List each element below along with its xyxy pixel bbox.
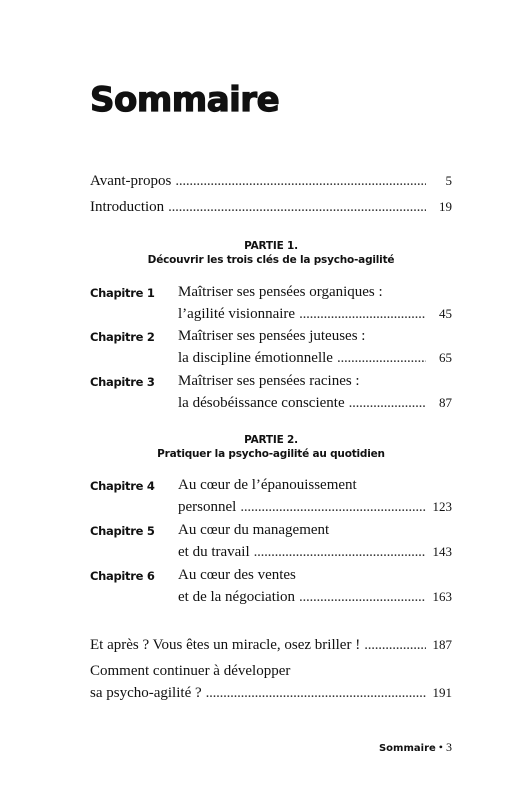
- page-footer: [379, 740, 452, 755]
- toc-entry-introduction[interactable]: [90, 196, 452, 218]
- chapter-page: 163: [432, 589, 452, 604]
- chapter-label: Chapitre 2: [90, 330, 155, 344]
- dot-leader: [206, 682, 426, 704]
- part-subtitle: Pratiquer la psycho-agilité au quotidien: [157, 448, 385, 460]
- page-number: 3: [446, 740, 452, 754]
- dot-leader: [299, 586, 426, 608]
- chapter-title-line2: la désobéissance consciente: [178, 395, 345, 411]
- toc-entry-page: 19: [439, 199, 452, 214]
- chapter-page: 87: [439, 395, 452, 410]
- toc-entry-label-line1: Comment continuer à développer: [90, 663, 291, 679]
- footer-label: Sommaire: [378, 743, 436, 754]
- part-subtitle: Découvrir les trois clés de la psycho-agilité: [147, 254, 395, 266]
- toc-entry-et-apres[interactable]: [90, 634, 452, 656]
- dot-leader: [349, 392, 426, 414]
- toc-entry-avant-propos[interactable]: [90, 170, 452, 192]
- toc-entry-comment-continuer[interactable]: [90, 660, 452, 704]
- dot-leader: [175, 170, 426, 192]
- chapter-title-line2: et du travail: [178, 544, 250, 560]
- dot-leader: [240, 496, 426, 518]
- chapter-title-line2: personnel: [178, 499, 237, 515]
- chapter-title-line1: Maîtriser ses pensées racines :: [178, 373, 360, 389]
- page-title: Sommaire: [90, 80, 280, 120]
- chapter-page: 143: [432, 544, 452, 559]
- toc-entry-label: Et après ? Vous êtes un miracle, osez briller !: [90, 637, 361, 653]
- chapter-label: Chapitre 6: [90, 569, 155, 583]
- dot-leader: [254, 541, 426, 563]
- chapter-title-line1: Maîtriser ses pensées organiques :: [178, 284, 383, 300]
- toc-entry-label-line2: sa psycho-agilité ?: [90, 685, 202, 701]
- dot-leader: [337, 347, 426, 369]
- chapter-title-line2: et de la négociation: [178, 589, 296, 605]
- chapter-title-line1: Au cœur des ventes: [178, 567, 296, 583]
- toc-entry-page: 187: [432, 637, 452, 652]
- toc-entry-label: Avant-propos: [90, 173, 172, 189]
- chapter-title-line2: la discipline émotionnelle: [178, 350, 333, 366]
- chapter-title-line1: Maîtriser ses pensées juteuses :: [178, 328, 366, 344]
- chapter-page: 65: [439, 350, 452, 365]
- dot-leader: [299, 303, 426, 325]
- toc-entry-page: 191: [432, 685, 452, 700]
- chapter-title-line1: Au cœur de l’épanouissement: [178, 477, 357, 493]
- part-heading: PARTIE 1.: [244, 240, 298, 252]
- chapter-page: 45: [439, 306, 452, 321]
- part-heading: PARTIE 2.: [244, 434, 298, 446]
- toc-entry-page: 5: [445, 173, 452, 188]
- chapter-title-line1: Au cœur du management: [178, 522, 330, 538]
- dot-leader: [168, 196, 426, 218]
- footer-separator: •: [438, 740, 443, 754]
- chapter-label: Chapitre 3: [90, 375, 155, 389]
- chapter-label: Chapitre 1: [90, 286, 155, 300]
- chapter-label: Chapitre 4: [90, 479, 155, 493]
- chapter-title-line2: l’agilité visionnaire: [178, 306, 296, 322]
- toc-entry-label: Introduction: [90, 199, 165, 215]
- chapter-page: 123: [432, 499, 452, 514]
- dot-leader: [364, 634, 426, 656]
- chapter-label: Chapitre 5: [90, 524, 155, 538]
